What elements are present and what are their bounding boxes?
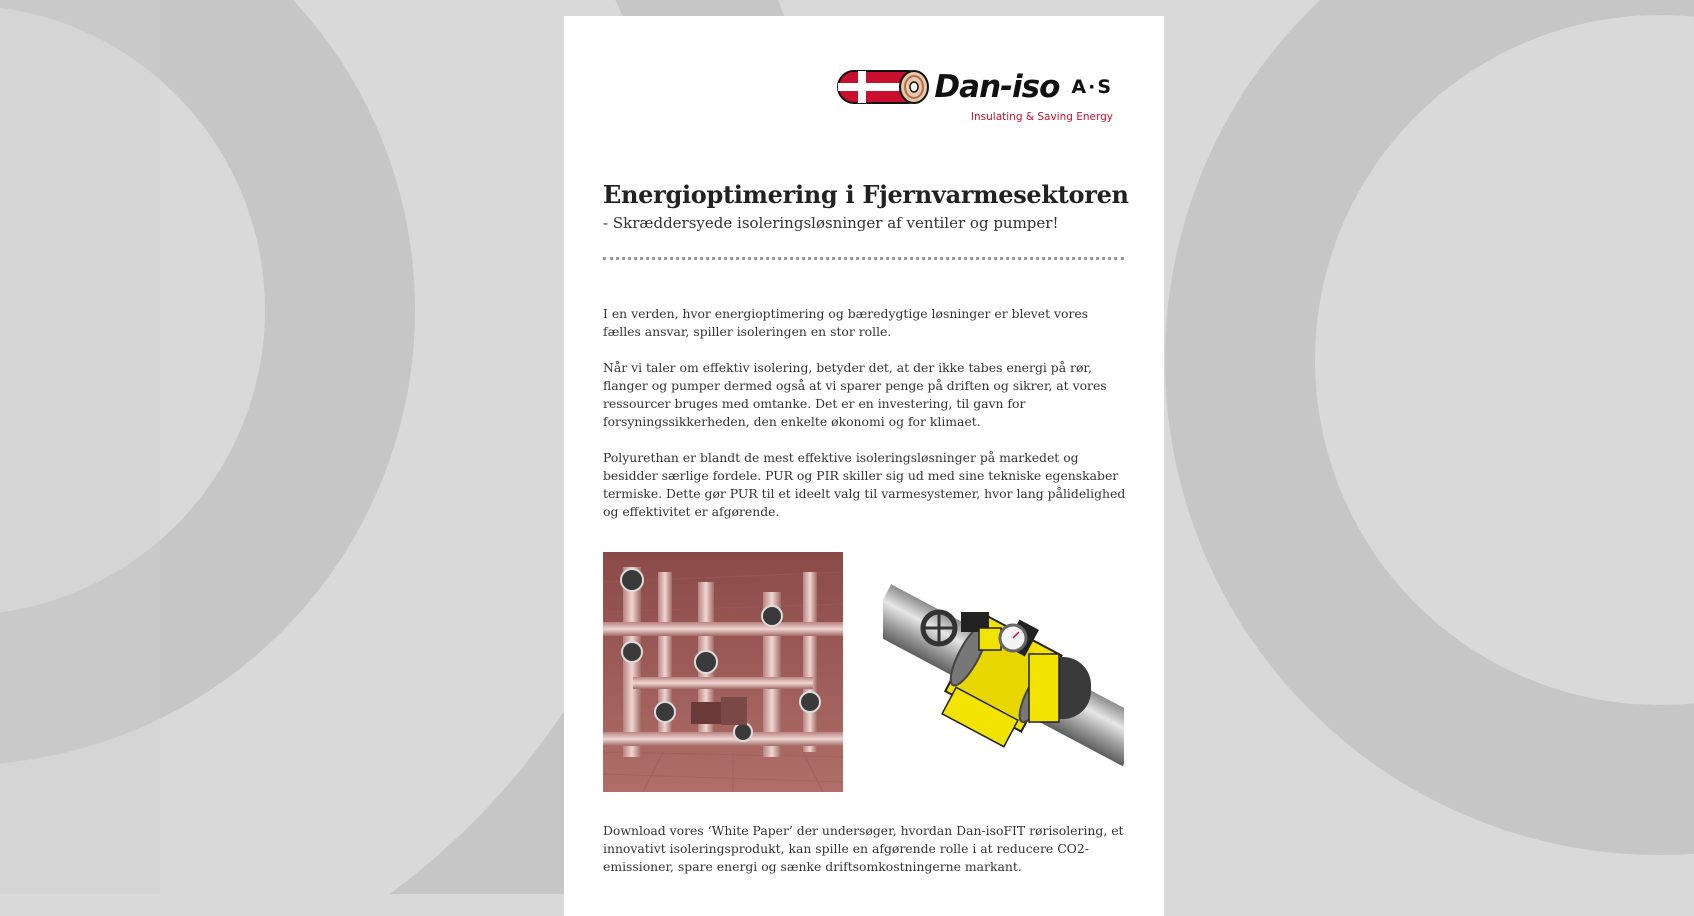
- brand-suffix: A·S: [1071, 76, 1113, 98]
- paragraph-download: Download vores ‘White Paper’ der undersøger, hvordan Dan-isoFIT rørisolering, et innovativt isoleringsprodukt, kan spille en afgørende rolle i at reducere CO2-emissioner, spare energi og sænke driftsomkostningerne markant.: [603, 823, 1124, 874]
- brand-logo[interactable]: [833, 69, 1113, 149]
- pipe-logo-icon: [836, 69, 932, 105]
- brand-tagline: Insulating & Saving Energy: [970, 111, 1113, 123]
- paragraph-intro: I en verden, hvor energioptimering og bæredygtige løsninger er blevet vores fælles ansvar, spiller isoleringen en stor rolle.: [603, 306, 1089, 339]
- article-subtitle: - Skræddersyede isoleringsløsninger af ventiler og pumper!: [603, 214, 1059, 232]
- paragraph-insulation: Når vi taler om effektiv isolering, betyder det, at der ikke tabes energi på rør, flanger og pumper dermed også at vi sparer penge på driften og sikrer, at vores ressourcer bruges med omtanke. Det er en investering, til gavn for forsyningssikkerheden, den enkelte økonomi og for klimaet.: [603, 360, 1107, 429]
- article-title: Energioptimering i Fjernvarmesektoren: [603, 180, 1129, 209]
- pipe-room-image[interactable]: [603, 552, 843, 792]
- brand-name: Dan-iso: [934, 69, 1060, 105]
- newsletter-page: [564, 16, 1164, 916]
- paragraph-polyurethan: Polyurethan er blandt de mest effektive isoleringsløsninger på markedet og besidder særlige fordele. PUR og PIR skiller sig ud med sine tekniske egenskaber termiske. Dette gør PUR til et ideelt valg til varmesystemer, hvor lang pålidelighed og effektivitet er afgørende.: [603, 450, 1126, 519]
- insulated-valve-image[interactable]: [883, 552, 1124, 792]
- dotted-divider: [603, 257, 1124, 260]
